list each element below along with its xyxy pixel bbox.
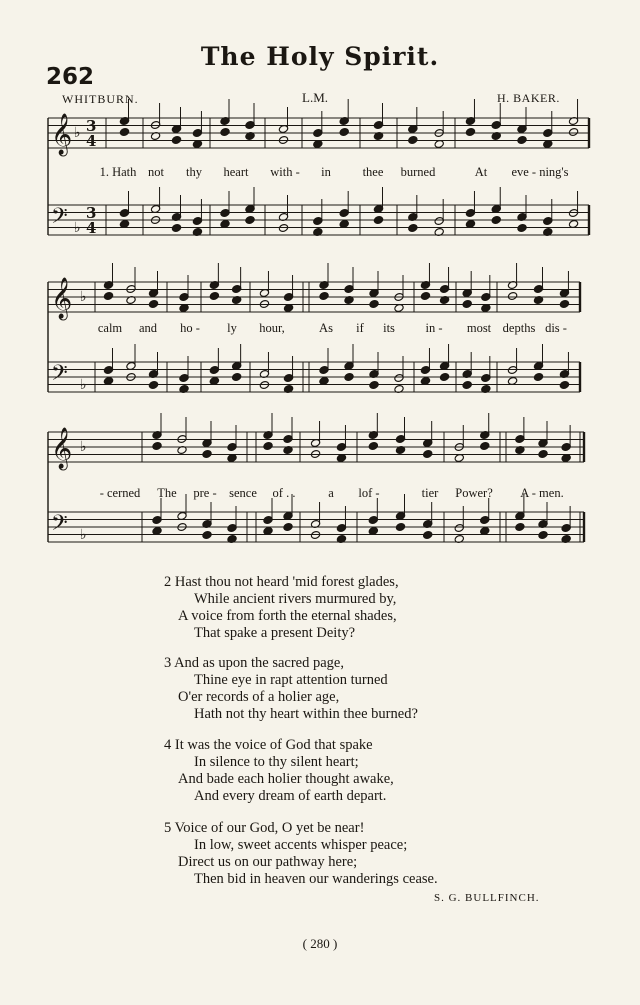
- lyric-syllable: heart: [223, 165, 249, 179]
- notehead: [408, 224, 418, 233]
- notehead: [439, 373, 449, 382]
- notehead: [369, 381, 379, 390]
- notehead: [395, 523, 405, 532]
- composer: H. BAKER.: [497, 91, 560, 105]
- verse-line: Thine eye in rapt attention turned: [194, 672, 388, 688]
- verse-line: 2 Hast thou not heard 'mid forest glades,: [164, 574, 399, 590]
- lyric-syllable: lof -: [358, 486, 380, 500]
- lyric-syllable: hour,: [259, 321, 285, 335]
- notehead: [368, 442, 378, 451]
- flat-icon: ♭: [74, 220, 81, 236]
- lyric-syllable: Power?: [455, 486, 493, 500]
- notehead: [420, 292, 430, 301]
- notehead: [209, 292, 219, 301]
- notehead: [507, 292, 517, 301]
- bass-clef-icon: 𝄢: [51, 204, 68, 234]
- verse-line: In low, sweet accents whisper peace;: [194, 837, 408, 853]
- bass-clef-icon: 𝄢: [51, 361, 68, 391]
- time-signature: 3: [86, 117, 97, 135]
- verse-line: Then bid in heaven our wanderings cease.: [194, 871, 438, 887]
- lyric-syllable: ho -: [180, 321, 200, 335]
- lyric-syllable: thy: [186, 165, 202, 179]
- flat-icon: ♭: [80, 439, 87, 455]
- lyric-syllable: As: [319, 321, 333, 335]
- notehead: [517, 136, 527, 145]
- notehead: [232, 373, 242, 382]
- verse-line: In silence to thy silent heart;: [194, 754, 359, 770]
- notehead: [103, 292, 113, 301]
- treble-clef-icon: 𝄞: [51, 278, 73, 319]
- notehead: [515, 523, 525, 532]
- page-number: ( 280 ): [302, 936, 338, 951]
- time-signature: 3: [86, 204, 97, 222]
- lyric-syllable: pre -: [193, 486, 217, 500]
- notehead: [319, 292, 329, 301]
- meter: L.M.: [302, 90, 328, 105]
- tune-name: WHITBURN.: [62, 92, 139, 106]
- notehead: [465, 128, 475, 137]
- hymn-title: The Holy Spirit.: [200, 42, 440, 71]
- notehead: [263, 442, 273, 451]
- lyric-syllable: of . .: [272, 486, 296, 500]
- verse-line: 4 It was the voice of God that spake: [164, 737, 373, 753]
- notehead: [171, 136, 181, 145]
- flat-icon: ♭: [80, 527, 87, 543]
- notehead: [220, 128, 230, 137]
- notehead: [278, 224, 288, 233]
- lyric-syllable: 1. Hath: [99, 165, 137, 179]
- notehead: [152, 442, 162, 451]
- author: S. G. BULLFINCH.: [434, 892, 540, 904]
- verse-line: 5 Voice of our God, O yet be near!: [164, 820, 365, 836]
- notehead: [408, 136, 418, 145]
- notehead: [462, 381, 472, 390]
- notehead: [369, 300, 379, 309]
- lyric-syllable: if: [356, 321, 364, 335]
- treble-clef-icon: 𝄞: [51, 114, 73, 155]
- lyric-syllable: The: [157, 486, 177, 500]
- lyric-syllable: thee: [362, 165, 384, 179]
- notehead: [568, 128, 578, 137]
- lyric-syllable: its: [383, 321, 395, 335]
- lyric-syllable: burned: [400, 165, 436, 179]
- notehead: [423, 450, 433, 459]
- notehead: [373, 216, 383, 225]
- notehead: [259, 381, 269, 390]
- verse-line: And every dream of earth depart.: [194, 788, 387, 804]
- lyric-syllable: dis -: [545, 321, 567, 335]
- flat-icon: ♭: [80, 289, 87, 305]
- lyric-syllable: not: [148, 165, 164, 179]
- notehead: [278, 136, 288, 145]
- notehead: [310, 450, 320, 459]
- lyric-syllable: most: [466, 321, 492, 335]
- verse-line: Direct us on our pathway here;: [178, 854, 358, 870]
- notehead: [491, 216, 501, 225]
- notehead: [559, 381, 569, 390]
- notehead: [202, 531, 212, 540]
- verse-line: That spake a present Deity?: [194, 625, 356, 641]
- lyric-syllable: At: [474, 165, 488, 179]
- lyric-syllable: in: [321, 165, 331, 179]
- flat-icon: ♭: [80, 377, 87, 393]
- lyric-syllable: tier: [421, 486, 439, 500]
- notehead: [538, 450, 548, 459]
- verse-line: 3 And as upon the sacred page,: [164, 655, 344, 671]
- notehead: [344, 373, 354, 382]
- hymn-number: 262: [46, 64, 95, 90]
- treble-clef-icon: 𝄞: [51, 428, 73, 469]
- lyric-syllable: in -: [425, 321, 443, 335]
- lyric-syllable: calm: [97, 321, 123, 335]
- lyric-syllable: A - men.: [520, 486, 564, 500]
- lyric-syllable: eve - ning's: [511, 165, 569, 179]
- notehead: [339, 128, 349, 137]
- lyric-syllable: with -: [270, 165, 300, 179]
- notehead: [559, 300, 569, 309]
- verse-line: And bade each holier thought awake,: [178, 771, 394, 787]
- notehead: [148, 300, 158, 309]
- lyric-syllable: ly: [227, 321, 237, 335]
- notehead: [480, 442, 490, 451]
- notehead: [259, 300, 269, 309]
- notehead: [423, 531, 433, 540]
- lyric-syllable: a: [328, 486, 334, 500]
- flat-icon: ♭: [74, 125, 81, 141]
- verse-line: O'er records of a holier age,: [178, 689, 340, 705]
- notehead: [533, 373, 543, 382]
- notehead: [202, 450, 212, 459]
- notehead: [310, 531, 320, 540]
- time-signature: 4: [86, 132, 97, 150]
- verse-line: While ancient rivers murmured by,: [194, 591, 397, 607]
- verse-line: Hath not thy heart within thee burned?: [194, 706, 418, 722]
- bass-clef-icon: 𝄢: [51, 511, 68, 541]
- notehead: [245, 216, 255, 225]
- verse-line: A voice from forth the eternal shades,: [178, 608, 397, 624]
- lyric-syllable: depths: [502, 321, 536, 335]
- notehead: [283, 523, 293, 532]
- time-signature: 4: [86, 219, 97, 237]
- notehead: [148, 381, 158, 390]
- lyric-syllable: and: [138, 321, 158, 335]
- notehead: [517, 224, 527, 233]
- notehead: [119, 128, 129, 137]
- lyric-syllable: - cerned: [99, 486, 141, 500]
- notehead: [462, 300, 472, 309]
- lyric-syllable: sence: [229, 486, 257, 500]
- notehead: [538, 531, 548, 540]
- notehead: [171, 224, 181, 233]
